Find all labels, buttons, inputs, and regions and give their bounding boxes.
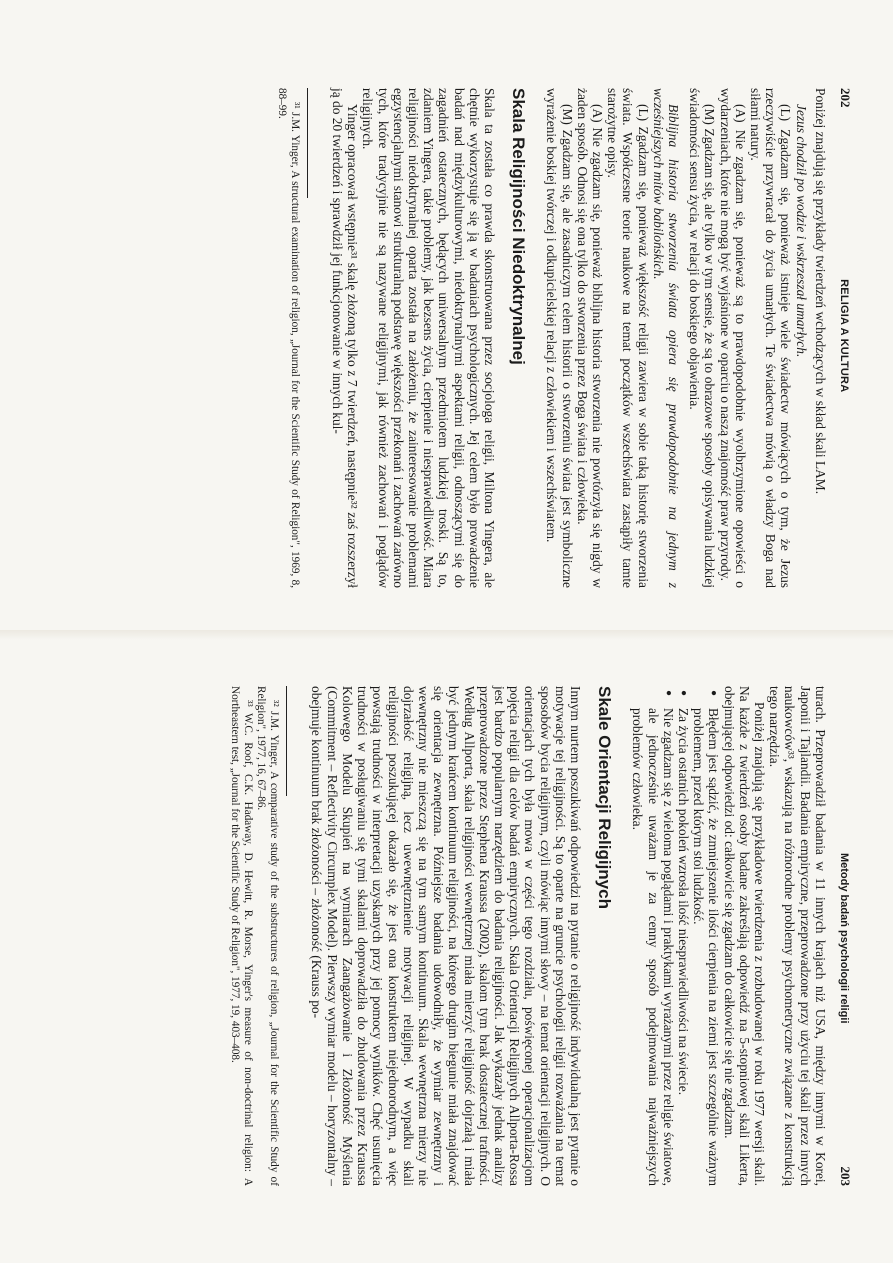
statement-heading-2: Biblijna historia stworzenia świata opiera się prawdopodobnie na jednym z wcześniejszych mitów babilońskich. bbox=[650, 88, 681, 588]
footnote-rule bbox=[307, 88, 308, 198]
section-title-nondoctrinal: Skala Religijności Niedoktrynalnej bbox=[509, 88, 529, 365]
section-title-orientation: Skale Orientacji Religijnych bbox=[595, 686, 615, 909]
right-running-title: Metody badań psychologii religii bbox=[838, 852, 850, 1024]
statement-option-m-2: (M) Zgadzam się, ale zasadniczym celem historii o stworzeniu świata jest symboliczne wyrażenie boskiej twórczej i odkupicielskiej relacji z człowiekiem i wszechświatem. bbox=[544, 88, 575, 588]
statement-option-m-1: (M) Zgadzam się, ale tylko w tym sensie, że są to obrazowe sposoby opisywania ludzkiej świadomości sensu życia, w relacji do boskiego objawienia. bbox=[687, 88, 718, 588]
right-page-column bbox=[228, 686, 853, 1186]
right-paragraph-1: turach. Przeprowadził badania w 11 innych krajach niż USA, między innymi w Korei, Japonii i Tajlandii. Badania empiryczne, przeprowadzone przy użyciu tej skali przez innych naukowców³³, wskazują na różnorodne problemy psychometryczne związane z konstrukcją tego narzędzia. bbox=[767, 686, 828, 1186]
right-running-head bbox=[836, 686, 853, 1186]
section-paragraph-1: Skala ta została co prawda skonstruowana przez socjologa religii, Miltona Yingera, ale chętnie wykorzystuje się ją w badaniach psychologicznych. Jej celem było prowadzenie badań nad międzykulturowymi, niedoktrynalnymi aspektami religii, odnoszącymi się do zagadnień ostatecznych, będących uniwersalnym przedmiotem ludzkiej troski. Są to, zdaniem Yingera, takie problemy, jak bezsens życia, cierpienie i niesprawiedliwość. Miara religijności niedoktrynalnej oparta została na założeniu, że zainteresowanie problemami egzystencjalnymi stanowi strukturalną podstawę większości przekonań i zachowań zarówno tych, które tradycyjnie nie są nazywane religijnymi, jak również zachowań i poglądów religijnych. bbox=[360, 88, 497, 588]
left-page bbox=[0, 0, 893, 630]
statement-heading-1: Jezus chodził po wodzie i wskrzeszał umarłych. bbox=[793, 104, 809, 358]
orientation-paragraph: Innym nurtem poszukiwań odpowiedzi na pytanie o religijność indywidualną jest pytanie o motywacje tej religijności. Są to oparte na gruncie psychologii religii rozważania na temat sposobów bycia religijnym, czyli mówiąc innymi słowy – na temat orientacji religijnych. O orientacjach tych była mowa w części tego rozdziału, poświęconej operacjonalizacjom pojęcia religii dla celów badań empirycznych. Skala Orientacji Religijnych Allporta-Rossa jest bardzo popularnym narzędziem do badania religijności. Jak wykazały jednak analizy przeprowadzone przez Stephena Kraussa (2002), skalom tym brak dostatecznej trafności. Według Allporta, skala religijności wewnętrznej miała mierzyć religijność dojrzałą i miała być jednym krańcem kontinuum religijności, na którego drugim biegunie miała znajdować się orientacja zewnętrzna. Późniejsze badania udowodniły, że wymiar zewnętrzny i wewnętrzny nie mieszczą się na tym samym kontinuum. Skala wewnętrzna mierzy nie dojrzałość religijną, lecz uwewnętrznienie motywacji religijnej. W wypadku skali religijności poszukującej okazało się, że jest ona konstruktem niejednorodnym, a więc powstają trudności w interpretacji uzyskanych przy jej pomocy wyników. Chęć usunięcia trudności w posługiwaniu się tymi skalami doprowadziła do zbudowania przez Kraussa Kolowego Modelu Skupień na wymiarach Zaangażowanie i Złożoność Myślenia (Commitment – Reflectivity Circumplex Model). Pierwszy wymiar modelu – horyzontalny – obejmuje kontinuum brak złożoności – złożoność (Krauss po- bbox=[309, 686, 583, 1186]
statement-option-a-1: (A) Nie zgadzam się, ponieważ są to prawdopodobnie wyolbrzymione opowieści o wydarzeniach, które nie mogą być wyjaśnione w oparciu o naszą znajomość praw przyrody. bbox=[717, 88, 748, 588]
left-running-title: RELIGIA A KULTURA bbox=[838, 279, 850, 393]
book-gutter bbox=[0, 630, 893, 640]
left-running-head bbox=[836, 88, 853, 588]
intro-paragraph: Poniżej znajdują się przykłady twierdzeń wchodzących w skład skali LAM. bbox=[812, 88, 828, 495]
right-page bbox=[0, 640, 893, 1263]
footnote-rule bbox=[286, 686, 287, 796]
footnote-33: ³³ W.C. Roof, C.K. Hadaway, D. Hewitt, R. Morse, Yinger's measure of non-doctrinal religion: A Northeastern test, „Journal for the Scientific Study of Religion", 1977, 19, 403–408. bbox=[229, 686, 255, 1186]
right-page-number: 203 bbox=[838, 1166, 853, 1186]
statement-option-l-1: (L) Zgadzam się, ponieważ istnieje wiele świadectw mówiących o tym, że Jezus rzeczywiście przywracał do życia umarłych. Te świadectwa mówią o władzy Boga nad siłami natury. bbox=[747, 88, 794, 588]
section-paragraph-2: Yinger opracował wstępnie³¹ skalę złożoną tylko z 7 twierdzeń, następnie³² zaś rozszerzył ją do 20 twierdzeń i sprawdził jej funkcjonowanie w innych kul- bbox=[329, 88, 361, 588]
statement-option-l-2: (L) Zgadzam się, ponieważ większość religii zawiera w sobie taką historię stworzenia świata. Współczesne teorie naukowe na temat początków wszechświata zastąpiły tamte starożytne opisy. bbox=[605, 88, 651, 588]
right-paragraph-2: Poniżej znajdują się przykładowe twierdzenia z rozbudowanej w roku 1977 wersji skali. Na każde z twierdzeń osoby badane zakreślają odpowiedź na 5-stopniowej skali Likerta, obejmującej odpowiedzi od: całkowicie się zgadzam do całkowicie się nie zgadzam. bbox=[721, 686, 767, 1186]
footnote-32: ³² J.M. Yinger, A comparative study of the substructures of religion, „Journal for the Scientific Study of Religion", 1977, 16, 67–86. bbox=[255, 686, 281, 1186]
footnote-31: ³¹ J.M. Yinger, A structural examination of religion, „Journal for the Scientific Study of Religion", 1969, 8, 88–99. bbox=[275, 88, 301, 588]
list-item: ● Błędem jest sądzić, że zmniejszenie ilości cierpienia na ziemi jest szczególnie ważnym problemem, przed którym stoi ludzkość. bbox=[691, 686, 721, 1186]
list-item: ● Nie zgadzam się z wieloma poglądami i praktykami wyrażanymi przez religie światowe, ale jednocześnie uważam je za cenny sposób podejmowania najważniejszych problemów człowieka. bbox=[630, 686, 676, 1186]
left-page-number: 202 bbox=[838, 88, 853, 108]
list-item: ● Za życia ostatnich pokoleń wzrosła ilość niesprawiedliwości na świecie. bbox=[676, 686, 691, 1186]
statement-option-a-2: (A) Nie zgadzam się, ponieważ biblijna historia stworzenia nie powtórzyła się nigdy w żaden sposób. Odnosi się ona tylko do stworzenia przez Boga świata i człowieka. bbox=[574, 88, 605, 588]
left-page-column bbox=[275, 88, 853, 588]
example-statements-list bbox=[630, 686, 721, 1186]
